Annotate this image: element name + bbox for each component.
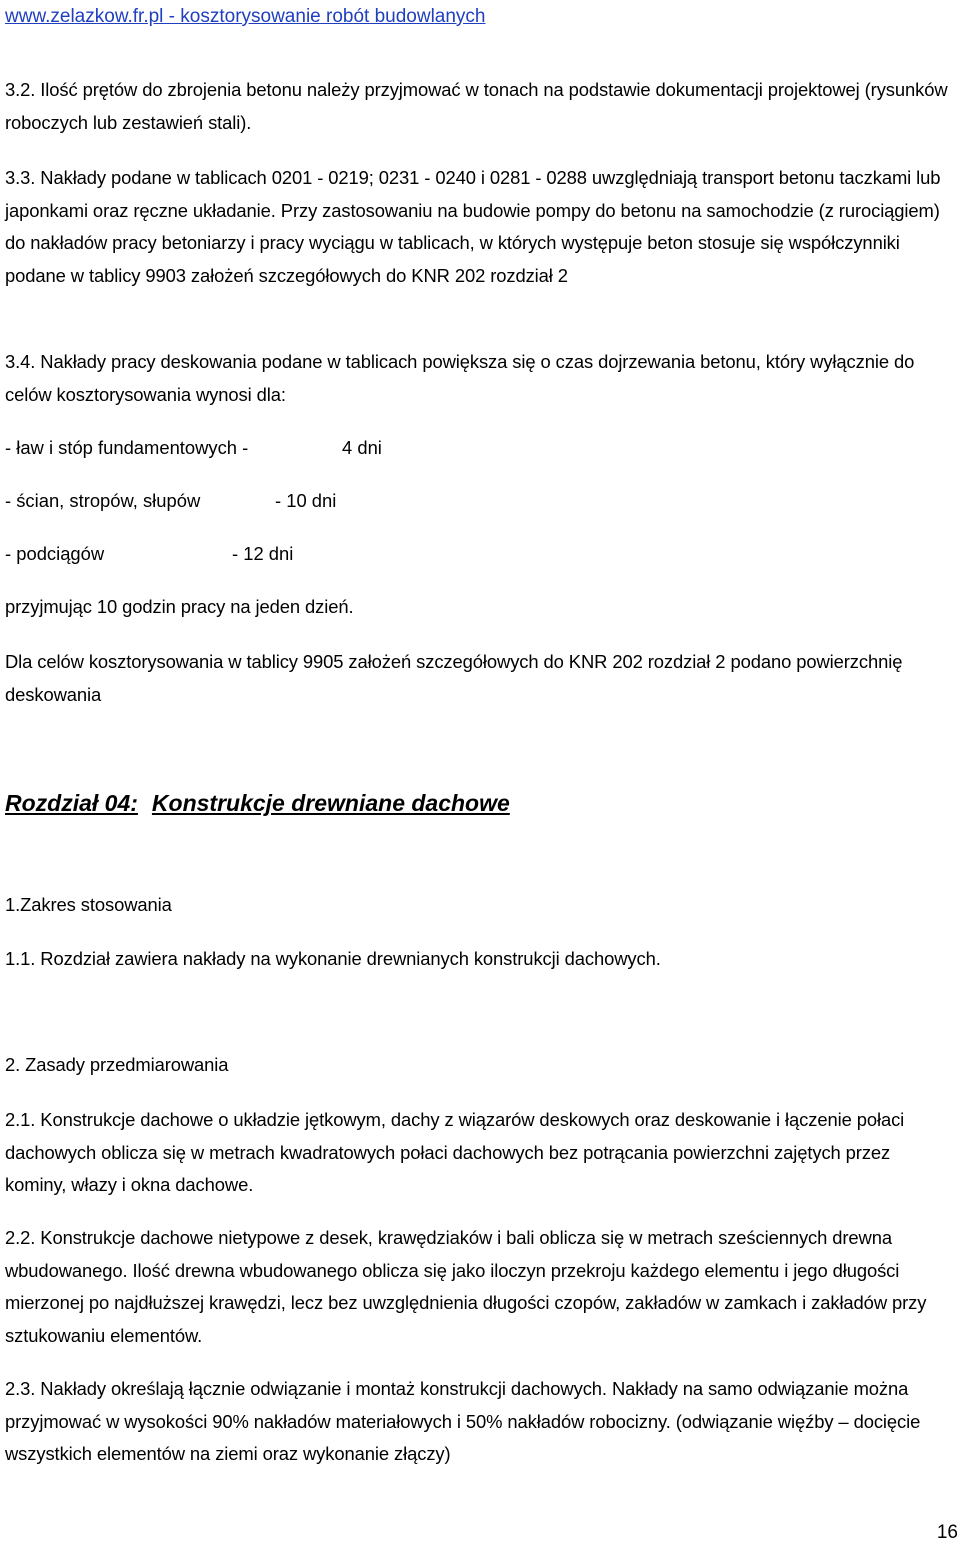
paragraph-2-1: 2.1. Konstrukcje dachowe o układzie jętkowym, dachy z wiązarów deskowych oraz deskowanie i łączenie połaci dachowych oblicza się w metrach kwadratowych połaci dachowych bez potrącania powierzchni zajętych przez kominy, włazy i okna dachowe.	[5, 1109, 905, 1195]
paragraph-3-3: 3.3. Nakłady podane w tablicach 0201 - 0219; 0231 - 0240 i 0281 - 0288 uwzględniają transport betonu taczkami lub japonkami oraz ręczne układanie. Przy zastosowaniu na budowie pompy do betonu na samochodzie (z rurociągiem) do nakładów pracy betoniarzy i pracy wyciągu w tablicach, w których występuje beton stosuje się współczynniki podane w tablicy 9903 założeń szczegółowych do KNR 202 rozdział 2	[5, 167, 941, 286]
list-item-label: - ław i stóp fundamentowych -	[5, 437, 249, 458]
page-number: 16	[936, 1522, 958, 1543]
list-item-label: - podciągów	[5, 543, 105, 564]
paragraph-2-2: 2.2. Konstrukcje dachowe nietypowe z desek, krawędziaków i bali oblicza się w metrach sześciennych drewna wbudowanego. Ilość drewna wbudowanego oblicza się jako iloczyn przekroju każdego elementu i jego długości mierzonej po najdłuższej krawędzi, lecz bez uwzględnienia długości czopów, zakładów w zamkach i zakładów przy sztukowaniu elementów.	[5, 1227, 927, 1346]
chapter-title: Konstrukcje drewniane dachowe	[151, 790, 510, 816]
paragraph-1-1: 1.1. Rozdział zawiera nakłady na wykonanie drewnianych konstrukcji dachowych.	[5, 948, 661, 969]
paragraph-table-9905: Dla celów kosztorysowania w tablicy 9905 założeń szczegółowych do KNR 202 rozdział 2 podano powierzchnię deskowania	[5, 651, 903, 705]
paragraph-3-2: 3.2. Ilość prętów do zbrojenia betonu należy przyjmować w tonach na podstawie dokumentacji projektowej (rysunków roboczych lub zestawień stali).	[5, 79, 948, 133]
list-item-value: - 12 dni	[232, 543, 294, 564]
list-item-label: - ścian, stropów, słupów	[5, 490, 201, 511]
paragraph-2-3: 2.3. Nakłady określają łącznie odwiązanie i montaż konstrukcji dachowych. Nakłady na samo odwiązanie można przyjmować w wysokości 90% nakładów materiałowych i 50% nakładów robocizny. (odwiązanie więźby – docięcie wszystkich elementów na ziemi oraz wykonanie złączy)	[5, 1378, 921, 1464]
chapter-heading	[5, 790, 510, 817]
header-website-link[interactable]: www.zelazkow.fr.pl - kosztorysowanie robót budowlanych	[5, 6, 486, 27]
paragraph-working-hours: przyjmując 10 godzin pracy na jeden dzień.	[5, 596, 354, 617]
section-heading-scope: 1.Zakres stosowania	[5, 894, 172, 915]
section-heading-measurement-rules: 2. Zasady przedmiarowania	[5, 1054, 229, 1075]
list-item-value: 4 dni	[342, 437, 382, 458]
list-item-value: - 10 dni	[275, 490, 337, 511]
paragraph-3-4: 3.4. Nakłady pracy deskowania podane w tablicach powiększa się o czas dojrzewania betonu, który wyłącznie do celów kosztorysowania wynosi dla:	[5, 351, 915, 405]
chapter-number: Rozdział 04:	[5, 790, 138, 816]
